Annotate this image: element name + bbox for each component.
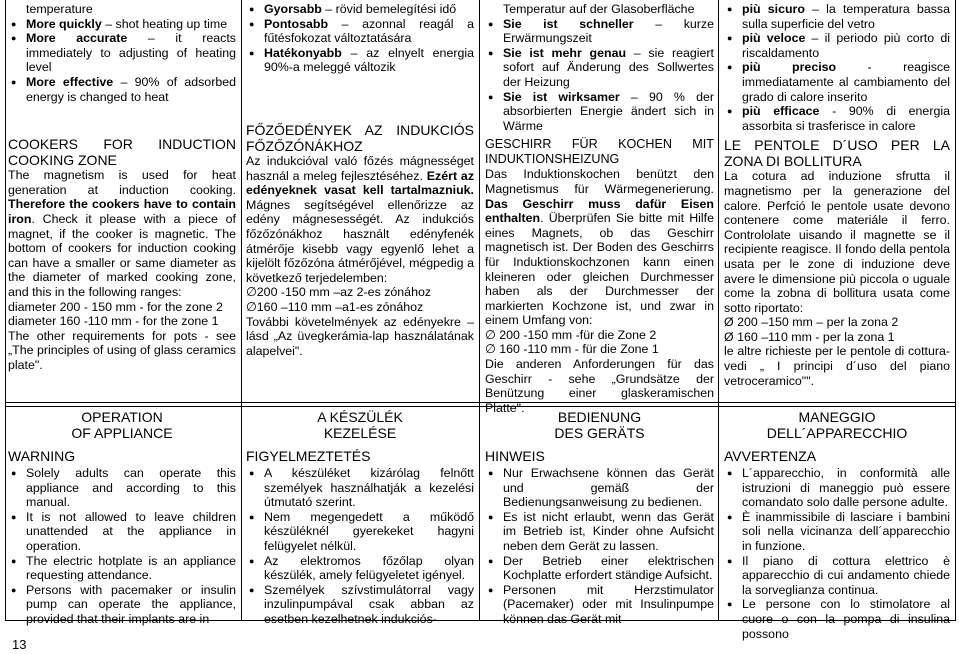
upper-hu-cell bbox=[246, 2, 474, 400]
lower-hu-cell bbox=[246, 409, 474, 626]
it-operation-title-2: DELL´APPARECCHIO bbox=[766, 425, 908, 441]
en-cookers-heading: COOKERS FOR INDUCTION COOKING ZONE bbox=[8, 136, 236, 169]
paragraph: Az indukcióval való főzés mágnességet használ a meleg fejlesztéséhez. Ezért az edényeknek vasat kell tartalmazniuk. Mágnes segítségével ellenőrizze az edény mágnesességét. Az indukciós főzőzónákhoz használt edényfenék átmérője kisebb vagy egyenlő lehet a kijelölt főzőzóna átmérőjével, mégpedig a következő terjedelemben: bbox=[246, 153, 475, 285]
de-operation-title-1: BEDIENUNG bbox=[557, 409, 642, 425]
list-item: ● The electric hotplate is an appliance requesting attendance. bbox=[8, 554, 236, 583]
en-warning-list bbox=[8, 466, 236, 627]
de-warning-list bbox=[485, 466, 714, 627]
it-cookers-heading: LE PENTOLE D´USO PER LA ZONA DI BOLLITURA bbox=[724, 137, 950, 170]
list-item: ● Il piano di cottura elettrico è apparecchio di cui andamento chiede la sorveglianza continua. bbox=[724, 554, 950, 598]
en-warning-label: WARNING bbox=[8, 448, 76, 464]
it-warning-list bbox=[724, 466, 950, 641]
de-cookers-heading: GESCHIRR FÜR KOCHEN MIT INDUKTIONSHEIZUNG bbox=[485, 137, 714, 167]
list-item: ● Personen mit Herzstimulator (Pacemaker) oder mit Insulinpumpe können das Gerät mit bbox=[485, 583, 714, 627]
upper-de-cell bbox=[485, 2, 715, 415]
paragraph: ∅160 –110 mm –a1-es zónához bbox=[246, 299, 424, 314]
list-item: ● Persons with pacemaker or insulin pump can operate the appliance, provided that their implants are in bbox=[8, 583, 236, 627]
upper-it-cell bbox=[724, 2, 950, 400]
lower-de-cell bbox=[485, 409, 714, 626]
column-divider-1 bbox=[241, 0, 242, 620]
page-number: 13 bbox=[12, 637, 27, 652]
paragraph: ∅ 200 -150 mm -für die Zone 2 bbox=[485, 327, 657, 342]
list-item: ● Pontosabb – azonnal reagál a fűtésfokozat változtatására bbox=[246, 17, 474, 46]
section-divider-top bbox=[5, 402, 956, 403]
paragraph: diameter 200 - 150 mm - for the zone 2 bbox=[8, 299, 223, 314]
list-item: ● Az elektromos főzőlap olyan készülék, amely felügyeletet igényel. bbox=[246, 554, 474, 583]
it-operation-title-1: MANEGGIO bbox=[798, 409, 876, 425]
hu-advantages-list bbox=[246, 2, 474, 75]
list-item: ● Hatékonyabb – az elnyelt energia 90%-a meleggé változik bbox=[246, 46, 474, 75]
en-operation-title-2: OF APPLIANCE bbox=[71, 425, 173, 441]
column-divider-2 bbox=[479, 0, 480, 620]
hu-warning-list bbox=[246, 466, 474, 627]
list-item: ● Sie ist wirksamer – 90 % der absorbierten Energie ändert sich in Wärme bbox=[485, 90, 714, 134]
en-advantages-list bbox=[8, 2, 236, 104]
list-item: ● Le persone con lo stimolatore al cuore o con la pompa di insulina possono bbox=[724, 597, 950, 641]
outer-right-border bbox=[955, 0, 956, 620]
paragraph: Das Induktionskochen benützt den Magnetismus für Wärmegenerierung. Das Geschirr muss dafür Eisen enthalten. Überprüfen Sie bitte mit Hilfe eines Magnets, ob das Geschirr magnetisch ist. Der Boden des Geschirrs für Induktionskochzonen kann einen kleineren oder gleichen Durchmesser haben als der Durchmesser der markierten Kochzone ist, und zwar in einem Umfang von: bbox=[485, 167, 714, 328]
list-item: ● Nur Erwachsene können das Gerät und gemäß der Bedienungsanweisung zu bedienen. bbox=[485, 466, 714, 510]
paragraph: ∅ 160 -110 mm - für die Zone 1 bbox=[485, 342, 659, 357]
list-item: ● più preciso - reagisce immediatamente al cambiamento del grado di calore inserito bbox=[724, 60, 950, 104]
paragraph: Ø 200 –150 mm – per la zona 2 bbox=[724, 315, 899, 330]
de-cookers-text bbox=[485, 167, 714, 415]
column-divider-3 bbox=[718, 0, 719, 620]
en-cookers-text bbox=[8, 168, 236, 372]
list-item: ● Személyek szívstimulátorral vagy inzulinpumpával csak abban az esetben kezelhetnek indukciós- bbox=[246, 583, 474, 627]
en-operation-title-1: OPERATION bbox=[81, 409, 163, 425]
paragraph: The other requirements for pots - see „The principles of using of glass ceramics plate". bbox=[8, 328, 236, 372]
paragraph: le altre richieste per le pentole di cottura-vedi „ I principi d´uso del piano vetroceramico"". bbox=[724, 344, 950, 388]
paragraph: ∅200 -150 mm –az 2-es zónához bbox=[246, 285, 432, 300]
lower-it-cell bbox=[724, 409, 950, 641]
lower-en-cell bbox=[8, 409, 236, 626]
hu-operation-title-2: KEZELÉSE bbox=[323, 425, 397, 441]
outer-left-border bbox=[5, 0, 6, 620]
upper-en-cell bbox=[8, 2, 236, 400]
list-item: ● More accurate – it reacts immediately to adjusting of heating level bbox=[8, 31, 236, 75]
list-item: ● Es ist nicht erlaubt, wenn das Gerät im Betrieb ist, Kinder ohne Aufsicht neben dem Gerät zu lassen. bbox=[485, 510, 714, 554]
hu-cookers-heading: FŐZŐEDÉNYEK AZ INDUKCIÓS FŐZŐZÓNÁKHOZ bbox=[246, 121, 474, 154]
list-item: ● More quickly – shot heating up time bbox=[8, 17, 236, 32]
de-advantages-list bbox=[485, 2, 714, 133]
hu-warning-label: FIGYELMEZTETÉS bbox=[246, 448, 371, 464]
list-item: ● Sie ist schneller – kurze Erwärmungszeit bbox=[485, 17, 714, 46]
list-item: Temperatur auf der Glasoberfläche bbox=[503, 2, 695, 16]
section-divider-bottom bbox=[5, 406, 956, 407]
hu-operation-title-1: A KÉSZÜLÉK bbox=[317, 409, 403, 425]
hu-cookers-text bbox=[246, 154, 474, 358]
list-item: ● Der Betrieb einer elektrischen Kochplatte erfordert ständige Aufsicht. bbox=[485, 554, 714, 583]
paragraph: Ø 160 –110 mm - per la zona 1 bbox=[724, 329, 895, 344]
paragraph: La cotura ad induzione sfrutta il magnetismo per la generazione del calore. Perfció le pentole usate devono contenere come materiále il ferro. Contrololate uisando il magnette se il recipiente reagisce. Il fondo della pentola usata per le zone di induzione deve avere le dimensione più piccola o uguale come la zobna di bollitura usata come sotto riportato: bbox=[724, 169, 950, 315]
list-item: temperature bbox=[26, 2, 93, 16]
list-item: ● L´apparecchio, in conformità alle istruzioni di maneggio può essere comandato solo dalle persone adulte. bbox=[724, 466, 950, 510]
list-item: ● Nem megengedett a működő készüléknél gyerekeket hagyni felügyelet nélkül. bbox=[246, 510, 474, 554]
de-warning-label: HINWEIS bbox=[485, 448, 545, 464]
list-item: ● più efficace - 90% di energia assorbita si trasferisce in calore bbox=[724, 104, 950, 133]
it-warning-label: AVVERTENZA bbox=[724, 448, 817, 464]
paragraph: diameter 160 -110 mm - for the zone 1 bbox=[8, 314, 219, 329]
list-item: ● Gyorsabb – rövid bemelegítési idő bbox=[246, 2, 474, 17]
list-item: ● Solely adults can operate this appliance and according to this manual. bbox=[8, 466, 236, 510]
list-item: ● A készüléket kizárólag felnőtt személyek használhatják a kezelési útmutató szerint. bbox=[246, 466, 474, 510]
it-advantages-list bbox=[724, 2, 950, 133]
list-item: ● più sicuro – la temperatura bassa sulla superficie del vetro bbox=[724, 2, 950, 31]
list-item: ● More effective – 90% of adsorbed energy is changed to heat bbox=[8, 75, 236, 104]
list-item: ● È inammissibile di lasciare i bambini soli nella vicinanza dell´apparecchio in funzione. bbox=[724, 510, 950, 554]
paragraph: Die anderen Anforderungen für das Geschirr - sehe „Grundsätze der Benützung einer glaskeramischen Platte". bbox=[485, 357, 714, 415]
de-operation-title-2: DES GERÄTS bbox=[554, 425, 645, 441]
paragraph: További követelmények az edényekre – lásd „Az üvegkerámia-lap használatának alapelvei". bbox=[246, 314, 474, 358]
list-item: ● più veloce – il periodo più corto di riscaldamento bbox=[724, 31, 950, 60]
paragraph: The magnetism is used for heat generation at induction cooking. Therefore the cookers have to contain iron. Check it please with a piece of magnet, if the cooker is magnetic. The bottom of cookers for induction cooking can have a smaller or same diameter as the diameter of marked cooking zone, and this in the following ranges: bbox=[8, 168, 236, 299]
list-item: ● It is not allowed to leave children unattended at the appliance in operation. bbox=[8, 510, 236, 554]
it-cookers-text bbox=[724, 169, 950, 388]
list-item: ● Sie ist mehr genau – sie reagiert sofort auf Änderung des Sollwertes der Heizung bbox=[485, 46, 714, 90]
